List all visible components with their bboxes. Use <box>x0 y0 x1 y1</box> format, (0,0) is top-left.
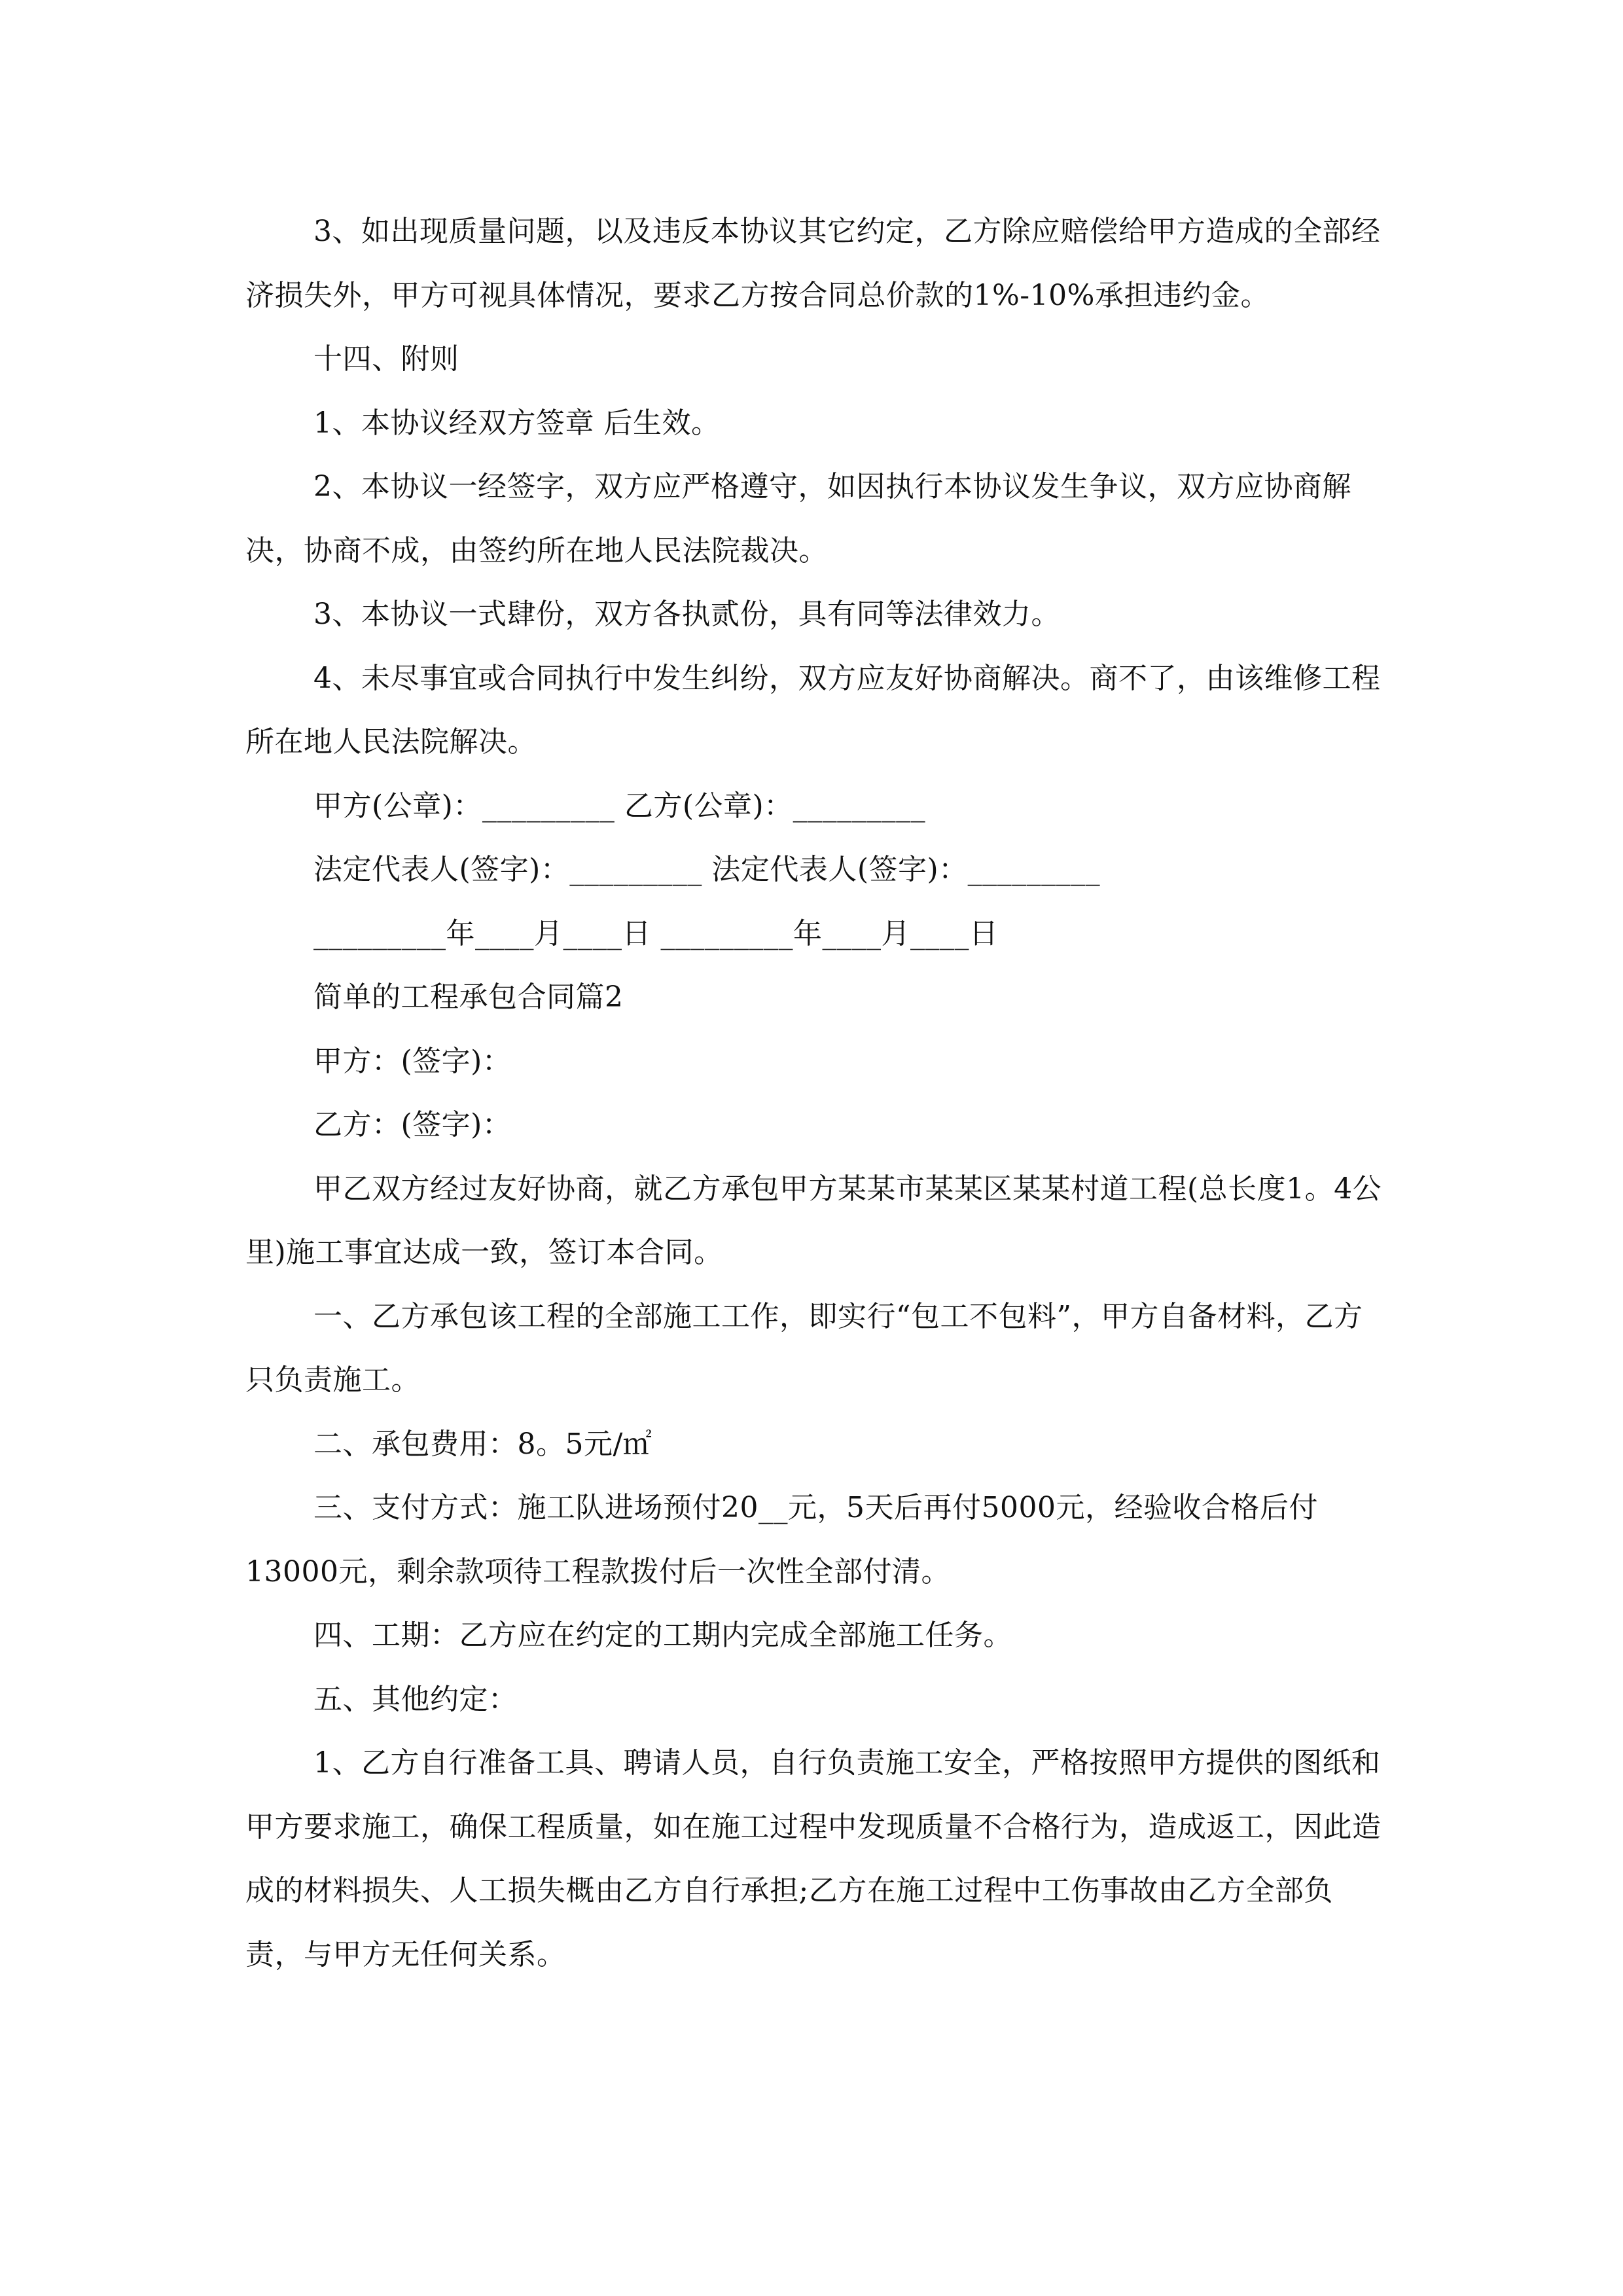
appendix-clause-4: 4、未尽事宜或合同执行中发生纠纷，双方应友好协商解决。商不了，由该维修工程所在地人民法院解决。 <box>245 661 1381 759</box>
contract-preamble: 甲乙双方经过友好协商，就乙方承包甲方某某市某某区某某村道工程(总长度1。4公里)施工事宜达成一致，签订本合同。 <box>245 1172 1382 1269</box>
article-5-clause-1: 1、乙方自行准备工具、聘请人员，自行负责施工安全，严格按照甲方提供的图纸和甲方要求施工，确保工程质量，如在施工过程中发现质量不合格行为，造成返工，因此造成的材料损失、人工损失概由乙方自行承担;乙方在施工过程中工伤事故由乙方全部负责，与甲方无任何关系。 <box>245 1746 1382 1971</box>
seal-line: 甲方(公章)：_________ 乙方(公章)：_________ <box>313 789 926 823</box>
section-14-heading: 十四、附则 <box>313 342 459 376</box>
contract-2-title: 简单的工程承包合同篇2 <box>313 980 624 1014</box>
appendix-clause-1: 1、本协议经双方签章 后生效。 <box>313 406 721 440</box>
representative-signature-line: 法定代表人(签字)：_________ 法定代表人(签字)：_________ <box>313 853 1101 886</box>
article-3-payment: 三、支付方式：施工队进场预付20__元，5天后再付5000元，经验收合格后付13000元，剩余款项待工程款拨付后一次性全部付清。 <box>245 1491 1318 1588</box>
date-line: _________年____月____日 _________年____月____日 <box>313 916 999 950</box>
appendix-clause-2: 2、本协议一经签字，双方应严格遵守，如因执行本协议发生争议，双方应协商解决，协商不成，由签约所在地人民法院裁决。 <box>245 470 1351 567</box>
article-4-schedule: 四、工期：乙方应在约定的工期内完成全部施工任务。 <box>313 1619 1012 1652</box>
article-5-heading: 五、其他约定： <box>313 1682 518 1716</box>
party-b-signature: 乙方：(签字)： <box>313 1108 512 1141</box>
article-2-fee: 二、承包费用：8。5元/㎡ <box>313 1427 652 1461</box>
article-1-scope: 一、乙方承包该工程的全部施工工作，即实行“包工不包料”，甲方自备材料，乙方只负责施工。 <box>245 1299 1363 1397</box>
clause-3-breach-penalty: 3、如出现质量问题，以及违反本协议其它约定，乙方除应赔偿给甲方造成的全部经济损失外，甲方可视具体情况，要求乙方按合同总价款的1%-10%承担违约金。 <box>245 215 1381 312</box>
document-body <box>245 200 1384 1986</box>
party-a-signature: 甲方：(签字)： <box>313 1044 512 1078</box>
appendix-clause-3: 3、本协议一式肆份，双方各执贰份，具有同等法律效力。 <box>313 598 1060 631</box>
